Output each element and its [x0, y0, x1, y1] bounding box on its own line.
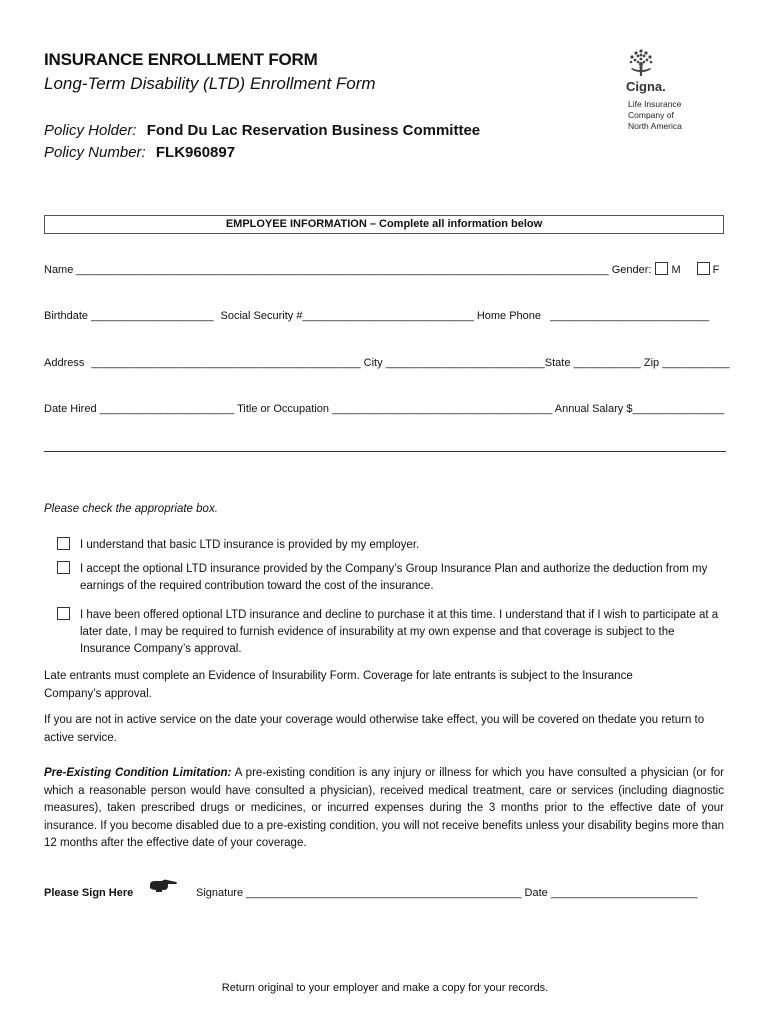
- date-label: Date: [524, 887, 548, 899]
- gender-f-checkbox[interactable]: [697, 262, 710, 275]
- employee-information-heading: EMPLOYEE INFORMATION – Complete all information below: [44, 215, 724, 234]
- annual-salary-label: Annual Salary $: [554, 403, 633, 415]
- birthdate-field[interactable]: ____________________: [91, 310, 214, 322]
- policy-number-value: FLK960897: [155, 144, 236, 161]
- gender-m-label: M: [671, 264, 681, 276]
- signature-label: Signature: [196, 887, 244, 899]
- birthdate-label: Birthdate: [44, 310, 89, 322]
- birthdate-row: [44, 310, 709, 322]
- signature-field[interactable]: _____________________________________________: [246, 887, 522, 899]
- date-field[interactable]: ________________________: [550, 887, 698, 899]
- option-1-checkbox[interactable]: [57, 537, 70, 550]
- gender-f-label: F: [712, 264, 720, 276]
- state-label: State: [544, 357, 571, 369]
- section-divider: [44, 451, 726, 452]
- policy-holder-row: [44, 122, 480, 139]
- city-label: City: [363, 357, 383, 369]
- late-entrants-paragraph: Late entrants must complete an Evidence of Insurability Form. Coverage for late entrants is subject to the Insurance Company’s approval.: [44, 670, 633, 700]
- address-label: Address: [44, 357, 85, 369]
- zip-field[interactable]: ___________: [662, 357, 730, 369]
- pointing-hand-icon: [148, 878, 178, 899]
- home-phone-field[interactable]: __________________________: [550, 310, 710, 322]
- check-instruction: Please check the appropriate box.: [44, 503, 218, 515]
- date-hired-field[interactable]: ______________________: [99, 403, 235, 415]
- option-2-text: I accept the optional LTD insurance provided by the Company’s Group Insurance Plan and authorize the deduction from my earnings of the required contribution toward the cost of the insurance.: [80, 563, 708, 592]
- address-field[interactable]: ____________________________________________: [91, 357, 361, 369]
- logo-line-3: North America: [628, 121, 682, 131]
- active-service-paragraph: If you are not in active service on the date your coverage would otherwise take effect, you will be covered on thedate you return to active service.: [44, 714, 705, 744]
- title-occupation-field[interactable]: ____________________________________: [332, 403, 553, 415]
- footer-note: Return original to your employer and make a copy for your records.: [221, 982, 549, 994]
- address-row: [44, 357, 730, 369]
- please-sign-label: Please Sign Here: [44, 887, 134, 899]
- ssn-label: Social Security #: [220, 310, 303, 322]
- home-phone-label: Home Phone: [476, 310, 542, 322]
- preexisting-text: A pre-existing condition is any injury or illness for which you have consulted a physician (or for which a reasonable person would have consulted a physician), received medical treatment, care or services (including diagnostic measures), taken prescribed drugs or medicines, or incurred expenses during the 3 months prior to the effective date of your insurance. If you become disabled due to a pre-existing condition, you will not receive benefits unless your disability begins more than 12 months after the effective date of your coverage.: [44, 767, 724, 849]
- policy-number-label: Policy Number:: [44, 144, 146, 161]
- logo-wordmark: Cigna.: [626, 79, 666, 94]
- ssn-field[interactable]: ____________________________: [302, 310, 474, 322]
- zip-label: Zip: [643, 357, 660, 369]
- city-field[interactable]: __________________________: [385, 357, 545, 369]
- option-3-checkbox[interactable]: [57, 607, 70, 620]
- annual-salary-field[interactable]: _______________: [632, 403, 725, 415]
- preexisting-label: Pre-Existing Condition Limitation:: [44, 767, 232, 779]
- name-row: [44, 262, 719, 276]
- policy-holder-value: Fond Du Lac Reservation Business Committee: [146, 122, 481, 139]
- logo-line-1: Life Insurance: [628, 99, 682, 109]
- signature-row: [196, 887, 698, 899]
- option-3-text: I have been offered optional LTD insurance and decline to purchase it at this time. I understand that if I wish to participate at a later date, I may be required to furnish evidence of insurability at my own expense and that coverage is subject to the Insurance Company’s approval.: [80, 609, 719, 655]
- gender-label: Gender:: [611, 264, 652, 276]
- option-1-text: I understand that basic LTD insurance is provided by my employer.: [80, 539, 420, 551]
- form-subtitle: Long-Term Disability (LTD) Enrollment Form: [44, 74, 376, 93]
- policy-number-row: [44, 144, 235, 161]
- state-field[interactable]: ___________: [573, 357, 641, 369]
- name-label: Name: [44, 264, 74, 276]
- date-hired-label: Date Hired: [44, 403, 97, 415]
- name-field[interactable]: _______________________________________________________________________________________: [76, 264, 609, 276]
- preexisting-paragraph: [44, 765, 724, 853]
- date-hired-row: [44, 403, 724, 415]
- option-2-checkbox[interactable]: [57, 561, 70, 574]
- tree-of-life-icon: [626, 48, 656, 80]
- policy-holder-label: Policy Holder:: [44, 122, 137, 139]
- gender-m-checkbox[interactable]: [655, 262, 668, 275]
- form-title: INSURANCE ENROLLMENT FORM: [44, 50, 318, 69]
- logo-line-2: Company of: [628, 110, 674, 120]
- title-occupation-label: Title or Occupation: [237, 403, 330, 415]
